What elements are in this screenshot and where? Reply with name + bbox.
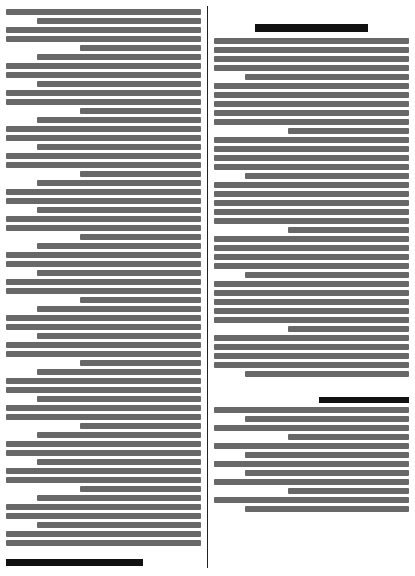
text-line bbox=[37, 333, 201, 339]
text-line bbox=[214, 362, 409, 368]
text-line bbox=[80, 234, 201, 240]
text-line bbox=[214, 155, 409, 161]
text-line bbox=[37, 432, 201, 438]
text-line bbox=[245, 506, 409, 512]
text-line bbox=[214, 38, 409, 44]
text-line bbox=[6, 315, 201, 321]
text-line bbox=[288, 128, 409, 134]
text-line bbox=[6, 351, 201, 357]
text-line bbox=[6, 198, 201, 204]
column-divider bbox=[207, 6, 208, 568]
text-line bbox=[6, 324, 201, 330]
text-line bbox=[6, 36, 201, 42]
text-line bbox=[288, 227, 409, 233]
items-left-rendering bbox=[6, 9, 201, 546]
footer-signature-rendering bbox=[6, 559, 143, 566]
text-line bbox=[80, 297, 201, 303]
text-line bbox=[6, 9, 201, 15]
text-line bbox=[6, 288, 201, 294]
text-line bbox=[37, 396, 201, 402]
text-line bbox=[214, 92, 409, 98]
text-line bbox=[6, 225, 201, 231]
text-line bbox=[245, 74, 409, 80]
text-line bbox=[214, 263, 409, 269]
text-line bbox=[214, 209, 409, 215]
text-line bbox=[37, 270, 201, 276]
text-line bbox=[6, 441, 201, 447]
text-line bbox=[214, 65, 409, 71]
text-line bbox=[80, 108, 201, 114]
notice-intro-rendering bbox=[214, 38, 409, 377]
text-line bbox=[214, 191, 409, 197]
items-heading-rendering bbox=[319, 397, 409, 403]
text-line bbox=[37, 117, 201, 123]
text-line bbox=[6, 468, 201, 474]
text-line bbox=[6, 504, 201, 510]
text-line bbox=[37, 243, 201, 249]
items-right-rendering bbox=[214, 407, 409, 512]
notice-title-rendering bbox=[255, 24, 368, 32]
text-line bbox=[288, 488, 409, 494]
text-line bbox=[6, 405, 201, 411]
text-line bbox=[214, 47, 409, 53]
text-line bbox=[214, 101, 409, 107]
notice-right-column bbox=[214, 6, 409, 568]
text-line bbox=[214, 56, 409, 62]
text-line bbox=[80, 423, 201, 429]
text-line bbox=[6, 162, 201, 168]
text-line bbox=[214, 83, 409, 89]
text-line bbox=[245, 371, 409, 377]
text-line bbox=[6, 216, 201, 222]
text-line bbox=[37, 54, 201, 60]
text-line bbox=[214, 317, 409, 323]
text-line bbox=[288, 326, 409, 332]
text-line bbox=[6, 450, 201, 456]
text-line bbox=[6, 189, 201, 195]
text-line bbox=[214, 254, 409, 260]
text-line bbox=[37, 495, 201, 501]
text-line bbox=[37, 306, 201, 312]
text-line bbox=[6, 153, 201, 159]
text-line bbox=[214, 497, 409, 503]
text-line bbox=[6, 378, 201, 384]
text-line bbox=[214, 344, 409, 350]
text-line bbox=[214, 200, 409, 206]
text-line bbox=[245, 452, 409, 458]
text-line bbox=[6, 99, 201, 105]
text-line bbox=[6, 477, 201, 483]
text-line bbox=[6, 414, 201, 420]
text-line bbox=[245, 470, 409, 476]
text-line bbox=[37, 18, 201, 24]
text-line bbox=[6, 90, 201, 96]
text-line bbox=[214, 110, 409, 116]
text-line bbox=[245, 173, 409, 179]
text-line bbox=[6, 279, 201, 285]
text-line bbox=[6, 513, 201, 519]
text-line bbox=[245, 272, 409, 278]
text-line bbox=[214, 425, 409, 431]
text-line bbox=[214, 236, 409, 242]
text-line bbox=[6, 387, 201, 393]
text-line bbox=[6, 63, 201, 69]
notice-left-column bbox=[6, 6, 201, 568]
text-line bbox=[214, 281, 409, 287]
text-line bbox=[37, 81, 201, 87]
text-line bbox=[214, 146, 409, 152]
text-line bbox=[6, 72, 201, 78]
text-line bbox=[80, 45, 201, 51]
text-line bbox=[214, 245, 409, 251]
notice-title bbox=[214, 6, 409, 20]
text-line bbox=[6, 261, 201, 267]
text-line bbox=[80, 360, 201, 366]
text-line bbox=[214, 353, 409, 359]
text-line bbox=[214, 218, 409, 224]
text-line bbox=[214, 479, 409, 485]
text-line bbox=[37, 369, 201, 375]
text-line bbox=[214, 137, 409, 143]
text-line bbox=[37, 207, 201, 213]
text-line bbox=[214, 308, 409, 314]
text-line bbox=[6, 531, 201, 537]
text-line bbox=[37, 522, 201, 528]
text-line bbox=[6, 27, 201, 33]
text-line bbox=[214, 119, 409, 125]
text-line bbox=[6, 126, 201, 132]
text-line bbox=[6, 135, 201, 141]
text-line bbox=[288, 434, 409, 440]
text-line bbox=[245, 416, 409, 422]
text-line bbox=[37, 459, 201, 465]
text-line bbox=[80, 486, 201, 492]
text-line bbox=[6, 252, 201, 258]
text-line bbox=[214, 299, 409, 305]
items-heading bbox=[214, 381, 409, 391]
text-line bbox=[214, 461, 409, 467]
text-line bbox=[214, 407, 409, 413]
text-line bbox=[214, 290, 409, 296]
text-line bbox=[6, 540, 201, 546]
text-line bbox=[214, 182, 409, 188]
text-line bbox=[37, 180, 201, 186]
text-line bbox=[80, 171, 201, 177]
text-line bbox=[6, 342, 201, 348]
text-line bbox=[37, 144, 201, 150]
text-line bbox=[214, 443, 409, 449]
text-line bbox=[214, 335, 409, 341]
text-line bbox=[214, 164, 409, 170]
